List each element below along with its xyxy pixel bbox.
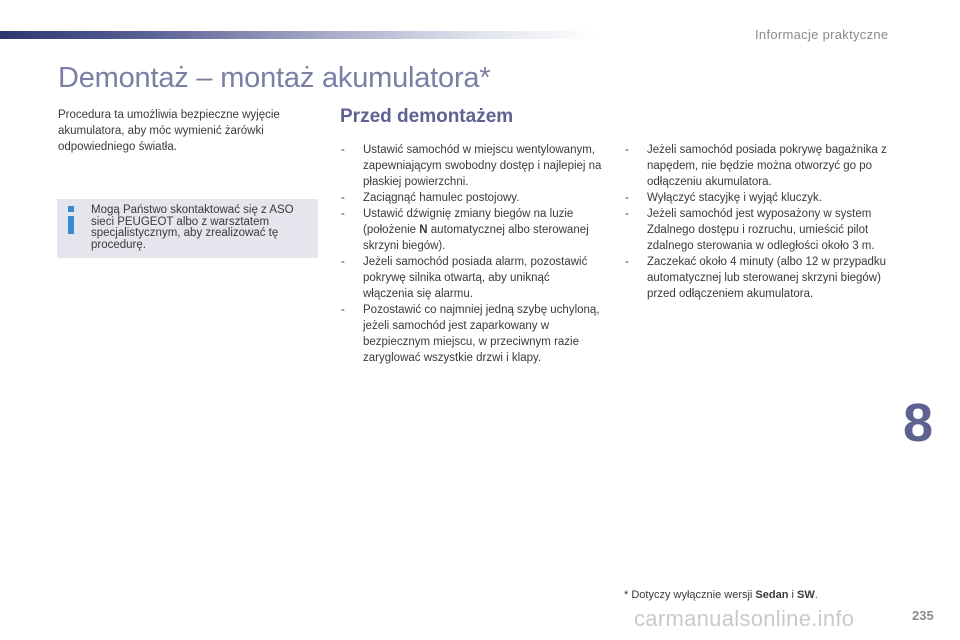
footnote-version-sedan: Sedan [755,589,789,601]
list-item [340,206,602,254]
list-item: - Jeżeli samochód posiada pokrywę bagażnika z napędem, nie będzie można otworzyć go po odłączeniu akumulatora. [624,142,894,190]
list-item: - Ustawić samochód w miejscu wentylowanym, zapewniającym swobodny dostęp i najlepiej na płaskiej powierzchni. [340,142,602,190]
list-item: - Zaciągnąć hamulec postojowy. [340,190,602,206]
info-box [57,199,318,258]
footnote-prefix: * Dotyczy wyłącznie wersji [624,589,756,601]
footnote-version-sw: SW [797,589,815,601]
list-item: - Zaczekać około 4 minuty (albo 12 w przypadku automatycznej lub sterowanej skrzyni biegów) przed odłączeniem akumulatora. [624,254,894,302]
footnote-conjunction: i [788,589,797,601]
section-title: Informacje praktyczne [755,27,889,42]
info-box-text: Mogą Państwo skontaktować się z ASO sieci PEUGEOT albo z warsztatem specjalistycznym, aby zrealizować tę procedurę. [91,204,294,251]
subheading-before-removal: Przed demontażem [340,106,514,127]
steps-list-right [624,142,894,302]
list-item-text: automatycznej albo sterowanej skrzyni biegów). [363,224,589,252]
list-item: - Jeżeli samochód posiada alarm, pozostawić pokrywę silnika otwartą, aby uniknąć włączenia się alarmu. [340,254,602,302]
chapter-number: 8 [903,393,934,453]
intro-paragraph: Procedura ta umożliwia bezpieczne wyjęcie akumulatora, aby móc wymienić żarówki odpowiedniego światła. [58,109,280,153]
watermark: carmanualsonline.info [634,606,855,631]
list-item: - Wyłączyć stacyjkę i wyjąć kluczyk. [624,190,894,206]
list-item: - Pozostawić co najmniej jedną szybę uchyloną, jeżeli samochód jest zaparkowany w bezpiecznym miejscu, w przeciwnym razie zaryglować wszystkie drzwi i klapy. [340,302,602,366]
steps-list-left [340,142,602,366]
list-item: - Jeżeli samochód jest wyposażony w system Zdalnego dostępu i rozruchu, umieścić pilot zdalnego sterowania w odległości około 3 m. [624,206,894,254]
page-title: Demontaż – montaż akumulatora* [58,62,491,94]
neutral-position-label: N [419,224,428,236]
footnote-suffix: . [814,589,818,601]
list-item-text: Ustawić dźwignię zmiany biegów na luzie (położenie [363,208,574,236]
page-number: 235 [912,608,934,623]
footnote [624,589,818,601]
info-icon [68,206,76,248]
header-gradient-bar [0,31,600,39]
